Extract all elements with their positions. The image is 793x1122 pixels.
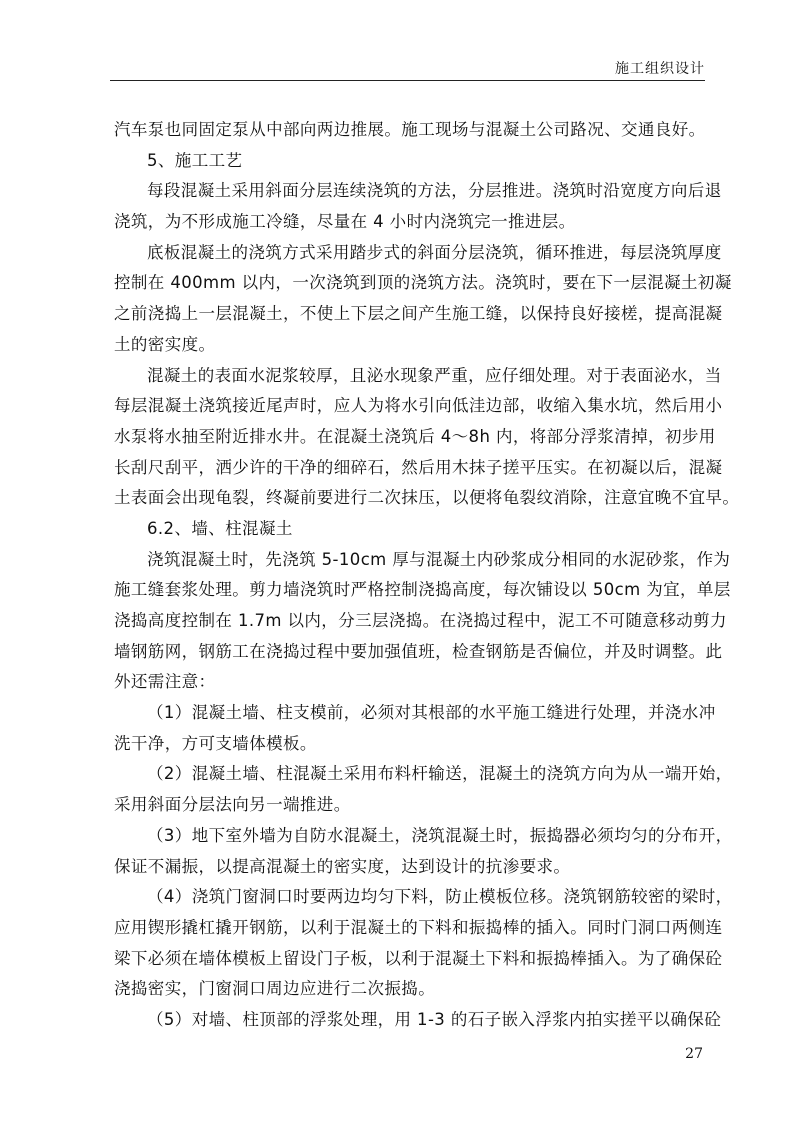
- text-line: 6.2、墙、柱混凝土: [147, 518, 293, 538]
- text-line: 采用斜面分层法向另一端推进。: [114, 795, 351, 815]
- text-line: 墙钢筋网，钢筋工在浇捣过程中要加强值班，检查钢筋是否偏位，并及时调整。此: [114, 641, 723, 661]
- text-line: （4）浇筑门窗洞口时要两边均匀下料，防止模板位移。浇筑钢筋较密的梁时，: [147, 887, 733, 907]
- text-line: 梁下必须在墙体模板上留设门子板，以利于混凝土下料和振捣棒插入。为了确保砼: [114, 948, 723, 968]
- text-line: 长刮尺刮平，洒少许的干净的细碎石，然后用木抹子搓平压实。在初凝以后，混凝: [114, 457, 723, 477]
- text-line: （3）地下室外墙为自防水混凝土，浇筑混凝土时，振捣器必须均匀的分布开，: [147, 825, 733, 845]
- page-header: [110, 56, 705, 81]
- text-line: （1）混凝土墙、柱支模前，必须对其根部的水平施工缝进行处理，并浇水冲: [147, 703, 716, 723]
- text-line: 之前浇捣上一层混凝土，不使上下层之间产生施工缝，以保持良好接槎，提高混凝: [114, 304, 723, 324]
- text-line: 底板混凝土的浇筑方式采用踏步式的斜面分层浇筑，循环推进，每层浇筑厚度: [147, 242, 722, 262]
- text-line: 土的密实度。: [114, 334, 216, 354]
- text-line: 土表面会出现龟裂，终凝前要进行二次抹压，以便将龟裂纹消除，注意宜晚不宜早。: [114, 488, 740, 508]
- text-line: 水泵将水抽至附近排水井。在混凝土浇筑后 4～8h 内，将部分浮浆清掉，初步用: [114, 426, 716, 446]
- text-line: 每层混凝土浇筑接近尾声时，应人为将水引向低洼边部，收缩入集水坑，然后用小: [114, 396, 723, 416]
- text-line: 浇筑混凝土时，先浇筑 5-10cm 厚与混凝土内砂浆成分相同的水泥砂浆，作为: [147, 549, 731, 569]
- text-line: （5）对墙、柱顶部的浮浆处理，用 1-3 的石子嵌入浮浆内拍实搓平以确保砼: [147, 1009, 722, 1029]
- page-number: 27: [685, 1046, 703, 1062]
- text-line: 浇捣密实，门窗洞口周边应进行二次振捣。: [114, 979, 436, 999]
- text-line: 洗干净，方可支墙体模板。: [114, 733, 317, 753]
- text-line: 浇筑，为不形成施工冷缝，尽量在 4 小时内浇筑完一推进层。: [114, 212, 576, 232]
- text-line: 5、施工工艺: [147, 150, 243, 170]
- text-line: 混凝土的表面水泥浆较厚，且泌水现象严重，应仔细处理。对于表面泌水，当: [147, 365, 722, 385]
- text-line: 应用锲形撬杠撬开钢筋，以利于混凝土的下料和振捣棒的插入。同时门洞口两侧连: [114, 917, 723, 937]
- text-line: 浇捣高度控制在 1.7m 以内，分三层浇捣。在浇捣过程中，泥工不可随意移动剪力: [114, 611, 727, 630]
- text-line: 施工缝套浆处理。剪力墙浇筑时严格控制浇捣高度，每次铺设以 50cm 为宜，单层: [114, 580, 731, 600]
- header-title: 施工组织设计: [615, 61, 705, 77]
- text-line: （2）混凝土墙、柱混凝土采用布料杆输送，混凝土的浇筑方向为从一端开始，: [147, 764, 733, 784]
- text-line: 汽车泵也同固定泵从中部向两边推展。施工现场与混凝土公司路况、交通良好。: [114, 120, 706, 139]
- text-line: 保证不漏振，以提高混凝土的密实度，达到设计的抗渗要求。: [114, 856, 571, 876]
- text-line: 每段混凝土采用斜面分层连续浇筑的方法，分层推进。浇筑时沿宽度方向后退: [147, 181, 722, 201]
- text-line: 外还需注意：: [114, 672, 216, 692]
- body-text: [114, 115, 740, 1036]
- text-line: 控制在 400mm 以内，一次浇筑到顶的浇筑方法。浇筑时，要在下一层混凝土初凝: [114, 273, 732, 293]
